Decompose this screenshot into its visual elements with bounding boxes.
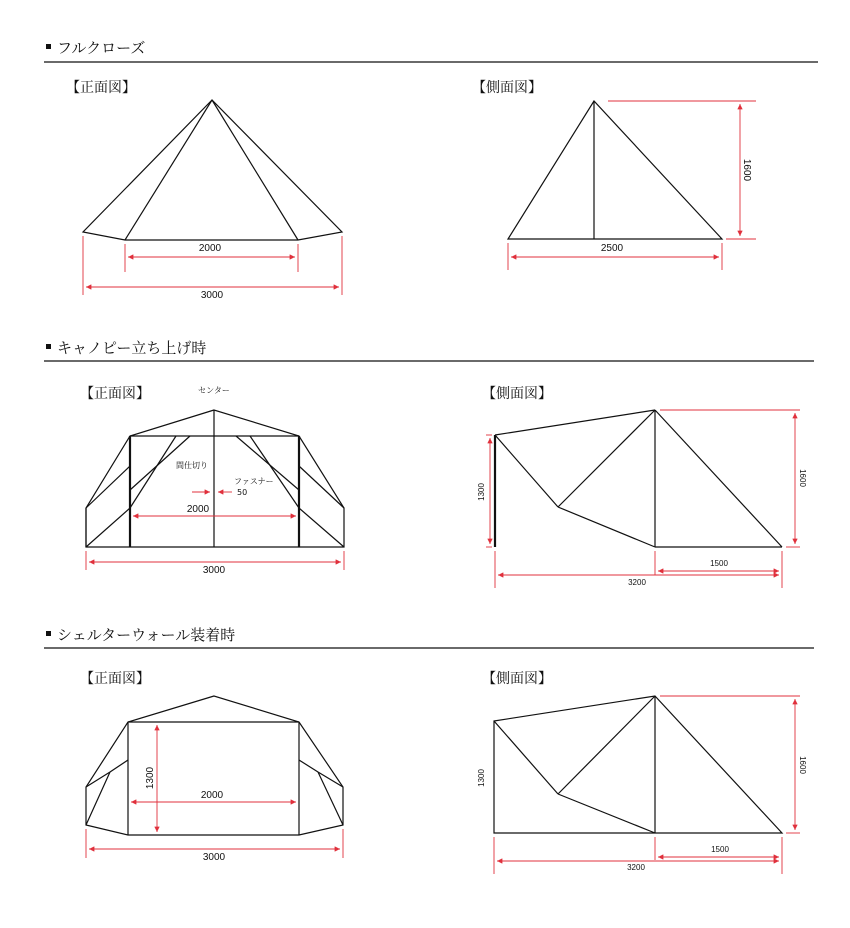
partition-note: 間仕切り [176, 461, 208, 470]
dim-side-base: 2500 [600, 243, 624, 254]
side-view-label: 【側面図】 [472, 80, 542, 96]
dim-outer-width: 3000 [202, 565, 226, 576]
bullet-icon [46, 631, 51, 636]
section-shelter-wall [44, 626, 814, 874]
zipper-note: ファスナー [234, 477, 274, 486]
front-notes [176, 460, 274, 497]
section-title: キャノピー立ち上げ時 [57, 339, 207, 357]
section-title: フルクローズ [57, 39, 146, 57]
front-view-drawing [83, 100, 342, 240]
center-note: センター [198, 386, 230, 395]
dim-side-height: 1600 [741, 158, 752, 182]
front-view-label: 【正面図】 [80, 671, 150, 687]
dim-outer-width: 3000 [200, 290, 224, 301]
front-dimensions [86, 504, 344, 576]
dim-inner-width: 2000 [198, 243, 222, 254]
dim-right-height: 1600 [798, 756, 807, 774]
dim-side-total: 3200 [627, 863, 645, 872]
side-dimensions [477, 696, 807, 874]
side-dimensions [477, 410, 807, 588]
dim-side-base-right: 1500 [710, 559, 728, 568]
section-full-close [44, 39, 818, 301]
side-view-label: 【側面図】 [482, 671, 552, 687]
dim-inner-width: 2000 [186, 504, 210, 515]
dim-side-total: 3200 [628, 578, 646, 587]
bullet-icon [46, 44, 51, 49]
dim-right-height: 1600 [798, 469, 807, 487]
dim-inner-width: 2000 [200, 790, 224, 801]
front-dimensions [86, 725, 343, 863]
dim-front-height: 1300 [145, 766, 156, 790]
section-canopy-up [44, 339, 814, 588]
front-view-label: 【正面図】 [66, 80, 136, 96]
side-view-drawing [495, 410, 782, 547]
bullet-icon [46, 344, 51, 349]
side-view-label: 【側面図】 [482, 386, 552, 402]
front-view-label: 【正面図】 [80, 386, 150, 402]
front-dimensions [83, 236, 342, 301]
section-title: シェルターウォール装着時 [57, 626, 236, 644]
side-view-drawing [494, 696, 782, 833]
dim-side-base-right: 1500 [711, 845, 729, 854]
front-view-drawing [86, 696, 343, 835]
zipper-value: 50 [237, 488, 248, 497]
dim-left-height: 1300 [477, 769, 486, 787]
side-dimensions [508, 101, 756, 270]
front-view-drawing [86, 386, 344, 547]
dim-outer-width: 3000 [202, 852, 226, 863]
side-view-drawing [508, 101, 722, 239]
dim-left-height: 1300 [477, 483, 486, 501]
